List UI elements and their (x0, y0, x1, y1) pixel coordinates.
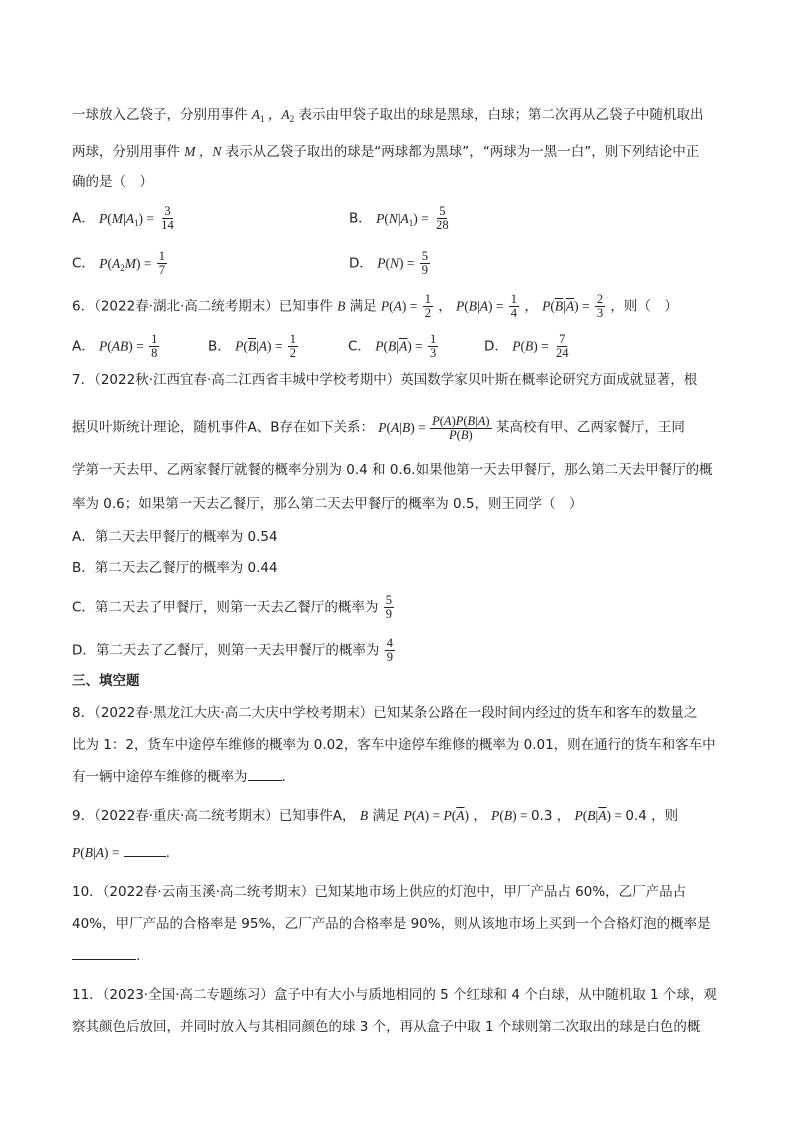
q6-option-c: C． $P(B|\overline{A})$ = $\frac{1}{3}$ (348, 332, 437, 360)
q7-line-2: 据贝叶斯统计理论，随机事件A、B存在如下关系： P(A|B) = $\frac{P(A)P(B|A)}{P(B)}$ 某高校有甲、乙两家餐厅，王同 (72, 414, 685, 442)
fraction: $\frac{5}{9}$ (385, 593, 392, 621)
fraction: $\frac{1}{2}$ (289, 332, 297, 360)
q7-line-4: 率为 0.6；如果第一天去乙餐厅，那么第二天去甲餐厅的概率为 0.5，则王同学（ ） (72, 496, 583, 512)
bayes-formula: P(A|B) = $\frac{P(A)P(B|A)}{P(B)}$ (378, 414, 490, 442)
q6-option-a: A． P(AB) = $\frac{1}{8}$ (72, 332, 158, 360)
q5-option-b: B． $P(N|A_1)$ = $\frac{5}{28}$ (349, 204, 449, 232)
q10-answer-line: . (72, 946, 140, 966)
section-heading: 三、填空题 (72, 673, 140, 689)
q5-line-1: 一球放入乙袋子，分别用事件 $A_1$ ，$A_2$ 表示由甲袋子取出的球是黑球，白球；第二次再从乙袋子中随机取出 (72, 107, 704, 124)
q11-line-1: 11．（2023·全国·高二专题练习）盒子中有大小与质地相同的 5 个红球和 4 个白球，从中随机取 1 个球，观 (72, 987, 717, 1003)
q10-line-1: 10．（2022春·云南玉溪·高二统考期末）已知某地市场上供应的灯泡中，甲厂产品占 60%，乙厂产品占 (72, 884, 687, 900)
q7-option-c: C．第二天去了甲餐厅，则第一天去乙餐厅的概率为 $\frac{5}{9}$ (72, 593, 392, 621)
fraction: $\frac{4}{9}$ (386, 636, 393, 664)
q8-line-3: 有一辆中途停车维修的概率为 . (72, 769, 286, 785)
fraction: $\frac{1}{7}$ (158, 249, 166, 277)
q11-line-2: 察其颜色后放回，并同时放入与其相同颜色的球 3 个，再从盒子中取 1 个球则第二次取出的球是白色的概 (72, 1019, 701, 1035)
q9-answer-line: P(B|A) = . (72, 845, 171, 861)
q5-option-d: D． P(N) = $\frac{5}{9}$ (349, 249, 428, 277)
q7-line-3: 学第一天去甲、乙两家餐厅就餐的概率分别为 0.4 和 0.6.如果他第一天去甲餐厅，那么第二天去甲餐厅的概 (72, 462, 713, 478)
answer-blank[interactable] (248, 768, 282, 781)
q7-option-a: A．第二天去甲餐厅的概率为 0.54 (72, 529, 278, 545)
fraction: $\frac{5}{28}$ (436, 204, 449, 232)
answer-blank[interactable] (124, 844, 166, 857)
q6-stem: 6．（2022春·湖北·高二统考期末）已知事件 B 满足 P(A) = $\frac{1}{2}$ ， P(B|A) = $\frac{1}{4}$ ， $P(\overline{B}|\overline{A})$ = $\frac{2}{3}$ ，则（ ） (72, 292, 678, 320)
q7-option-d: D．第二天去了乙餐厅，则第一天去甲餐厅的概率为 $\frac{4}{9}$ (72, 636, 393, 664)
fraction: $\frac{7}{24}$ (555, 332, 569, 360)
fraction: $\frac{1}{8}$ (151, 332, 158, 360)
q6-option-b: B． $P(\overline{B}|A)$ = $\frac{1}{2}$ (208, 332, 297, 360)
fraction: $\frac{3}{14}$ (161, 204, 174, 232)
q7-option-b: B．第二天去乙餐厅的概率为 0.44 (72, 560, 278, 576)
fraction: $\frac{1}{3}$ (429, 332, 437, 360)
event-a1-a2: $A_1$ ，$A_2$ (251, 107, 295, 124)
fraction: $\frac{1}{4}$ (510, 292, 518, 320)
fraction: $\frac{1}{2}$ (424, 292, 431, 320)
q5-line-2: 两球，分别用事件 M ，N 表示从乙袋子取出的球是“两球都为黑球”，“两球为一黑一白”，则下列结论中正 (72, 144, 700, 160)
answer-blank[interactable] (72, 947, 136, 960)
q8-line-1: 8．（2022春·黑龙江大庆·高二大庆中学校考期末）已知某条公路在一段时间内经过的货车和客车的数量之 (72, 705, 698, 721)
fraction: $\frac{2}{3}$ (596, 292, 604, 320)
q7-line-1: 7．（2022秋·江西宜春·高二江西省丰城中学校考期中）英国数学家贝叶斯在概率论研究方面成就显著，根 (72, 372, 698, 388)
q5-line-3: 确的是（ ） (72, 174, 153, 190)
q5-option-c: C． $P(A_2M)$ = $\frac{1}{7}$ (72, 249, 166, 277)
q9-stem: 9．（2022春·重庆·高二统考期末）已知事件A， B 满足 $P(A) = P(\overline{A})$ ， P(B) = 0.3 ， $P(B|\overline{A}) = 0.4$ ，则 (72, 808, 679, 824)
q8-line-2: 比为 1：2，货车中途停车维修的概率为 0.02，客车中途停车维修的概率为 0.01，则在通行的货车和客车中 (72, 737, 716, 753)
q5-option-a: A． $P(M|A_1)$ = $\frac{3}{14}$ (72, 204, 174, 232)
event-m-n: M ，N (184, 144, 222, 159)
fraction: $\frac{5}{9}$ (421, 249, 428, 277)
q6-option-d: D． P(B) = $\frac{7}{24}$ (484, 332, 569, 360)
q10-line-2: 40%，甲厂产品的合格率是 95%，乙厂产品的合格率是 90%，则从该地市场上买到一个合格灯泡的概率是 (72, 916, 711, 932)
